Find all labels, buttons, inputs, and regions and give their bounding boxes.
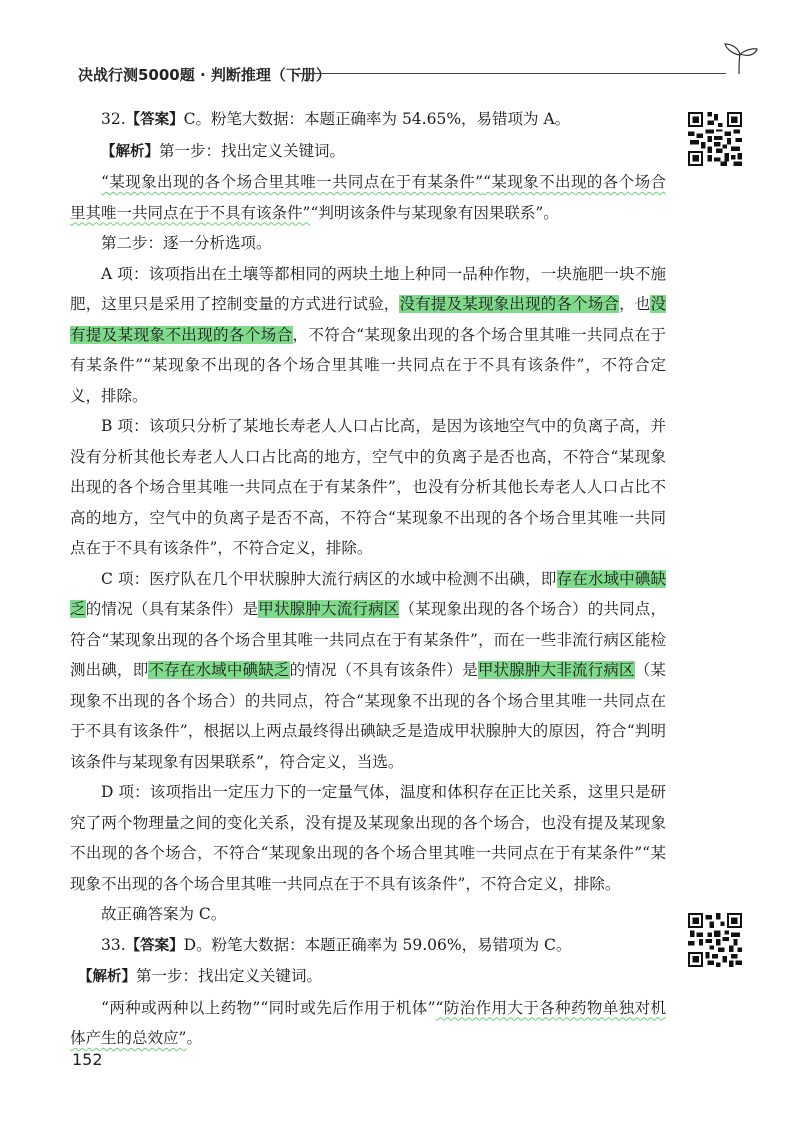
q32-keyword-1: “某现象出现的各个场合里其唯一共同点在于有某条件” [101,173,484,191]
option-c-text: （某现象出现的各个场合）的共同点，符合“某现象出现的各个场合里其唯一共同点在于有某条件”，而在一些非流行病区能检测出碘，即 [70,600,666,679]
q32-answer-line [70,104,666,136]
q32-option-c [70,564,666,778]
sprout-icon [718,42,760,76]
q32-analysis-line [70,136,666,168]
q32-step2: 第二步：逐一分析选项。 [101,234,272,252]
q32-option-a [70,259,666,412]
q33-step1: 第一步：找出定义关键词。 [136,967,323,985]
highlight-a-1: 没有提及某现象出现的各个场合 [399,295,620,313]
q33-keyword-3: “防治作用大于各种药物单独对机体产生的总效应” [70,998,666,1047]
q32-option-b: B 项：该项只分析了某地长寿老人人口占比高，是因为该地空气中的负离子高，并没有分析其他长寿老人人口占比高的地方，空气中的负离子是否也高，不符合“某现象出现的各个场合里其唯一共同点在于有某条件”，也没有分析其他长寿老人人口占比不高的地方，空气中的负离子是否不高，不符合“某现象不出现的各个场合里其唯一共同点在于不具有该条件”，不符合定义，排除。 [70,417,666,557]
q32-answer-text: C。粉笔大数据：本题正确率为 54.65%，易错项为 A。 [183,110,571,128]
q32-keyword-2: “某现象不出现的各个场合里其唯一共同点在于不具有该条件” [70,173,666,222]
highlight-c-3: 不存在水域中碘缺乏 [148,661,290,679]
page-number: 152 [72,1050,103,1069]
answer-analysis-body [70,104,666,1054]
option-c-text: 的情况（具有某条件）是 [85,600,259,618]
highlight-c-2: 甲状腺肿大流行病区 [258,600,400,618]
q33-keywords [70,993,666,1054]
option-a-text: ，也 [619,295,651,313]
q32-number: 32. [101,110,126,128]
option-a-text: A 项：该项指出在土壤等都相同的两块土地上种同一品种作物，一块施肥一块不施肥，这里只是采用了控制变量的方式进行试验， [70,264,666,313]
q32-keyword-end: 。 [543,203,559,222]
q32-step1: 第一步：找出定义关键词。 [159,141,346,160]
q32-answer-tag: 【答案】 [125,112,184,128]
q33-keyword-1: “两种或两种以上药物” [101,998,261,1017]
q32-conclusion: 故正确答案为 C。 [101,905,227,923]
header-rule [296,73,726,74]
running-header [78,64,758,88]
q33-answer-text: D。粉笔大数据：本题正确率为 59.06%，易错项为 C。 [183,935,572,954]
q33-analysis-line [70,961,666,993]
option-c-text: （某现象不出现的各个场合）的共同点，符合“某现象不出现的各个场合里其唯一共同点在于不具有该条件”，根据以上两点最终得出碘缺乏是造成甲状腺肿大的原因，符合“判明该条件与某现象有因果联系”，符合定义，当选。 [70,661,666,771]
q33-keyword-end: 。 [186,1029,202,1047]
q33-answer-line [70,930,666,962]
q33-number: 33. [101,935,126,954]
book-title: 决战行测5000题 · 判断推理（下册） [78,66,331,84]
option-a-text: ，不符合“某现象出现的各个场合里其唯一共同点在于有某条件”“某现象不出现的各个场合里其唯一共同点在于不具有该条件”，不符合定义，排除。 [70,325,666,405]
q32-analysis-tag: 【解析】 [101,143,159,160]
q33-answer-tag: 【答案】 [125,937,184,954]
highlight-c-1: 存在水域中碘缺乏 [70,569,666,618]
q33-keyword-2: “同时或先后作用于机体” [260,998,436,1017]
qr-code-icon [688,112,742,166]
q32-keywords [70,167,666,228]
option-c-text: C 项：医疗队在几个甲状腺肿大流行病区的水域中检测不出碘，即 [101,569,557,588]
option-c-text: 的情况（不具有该条件）是 [289,661,478,679]
q32-option-d: D 项：该项指出一定压力下的一定量气体，温度和体积存在正比关系，这里只是研究了两个物理量之间的变化关系，没有提及某现象出现的各个场合，也没有提及某现象不出现的各个场合，不符合“某现象出现的各个场合里其唯一共同点在于有某条件”“某现象不出现的各个场合里其唯一共同点在于不具有该条件”，不符合定义，排除。 [70,783,666,893]
highlight-c-4: 甲状腺肿大非流行病区 [477,661,635,679]
qr-code-icon [688,913,742,967]
highlight-a-2: 没有提及某现象不出现的各个场合 [70,295,666,344]
q32-keyword-3: “判明该条件与某现象有因果联系” [310,203,544,222]
q33-analysis-tag: 【解析】 [78,969,136,985]
